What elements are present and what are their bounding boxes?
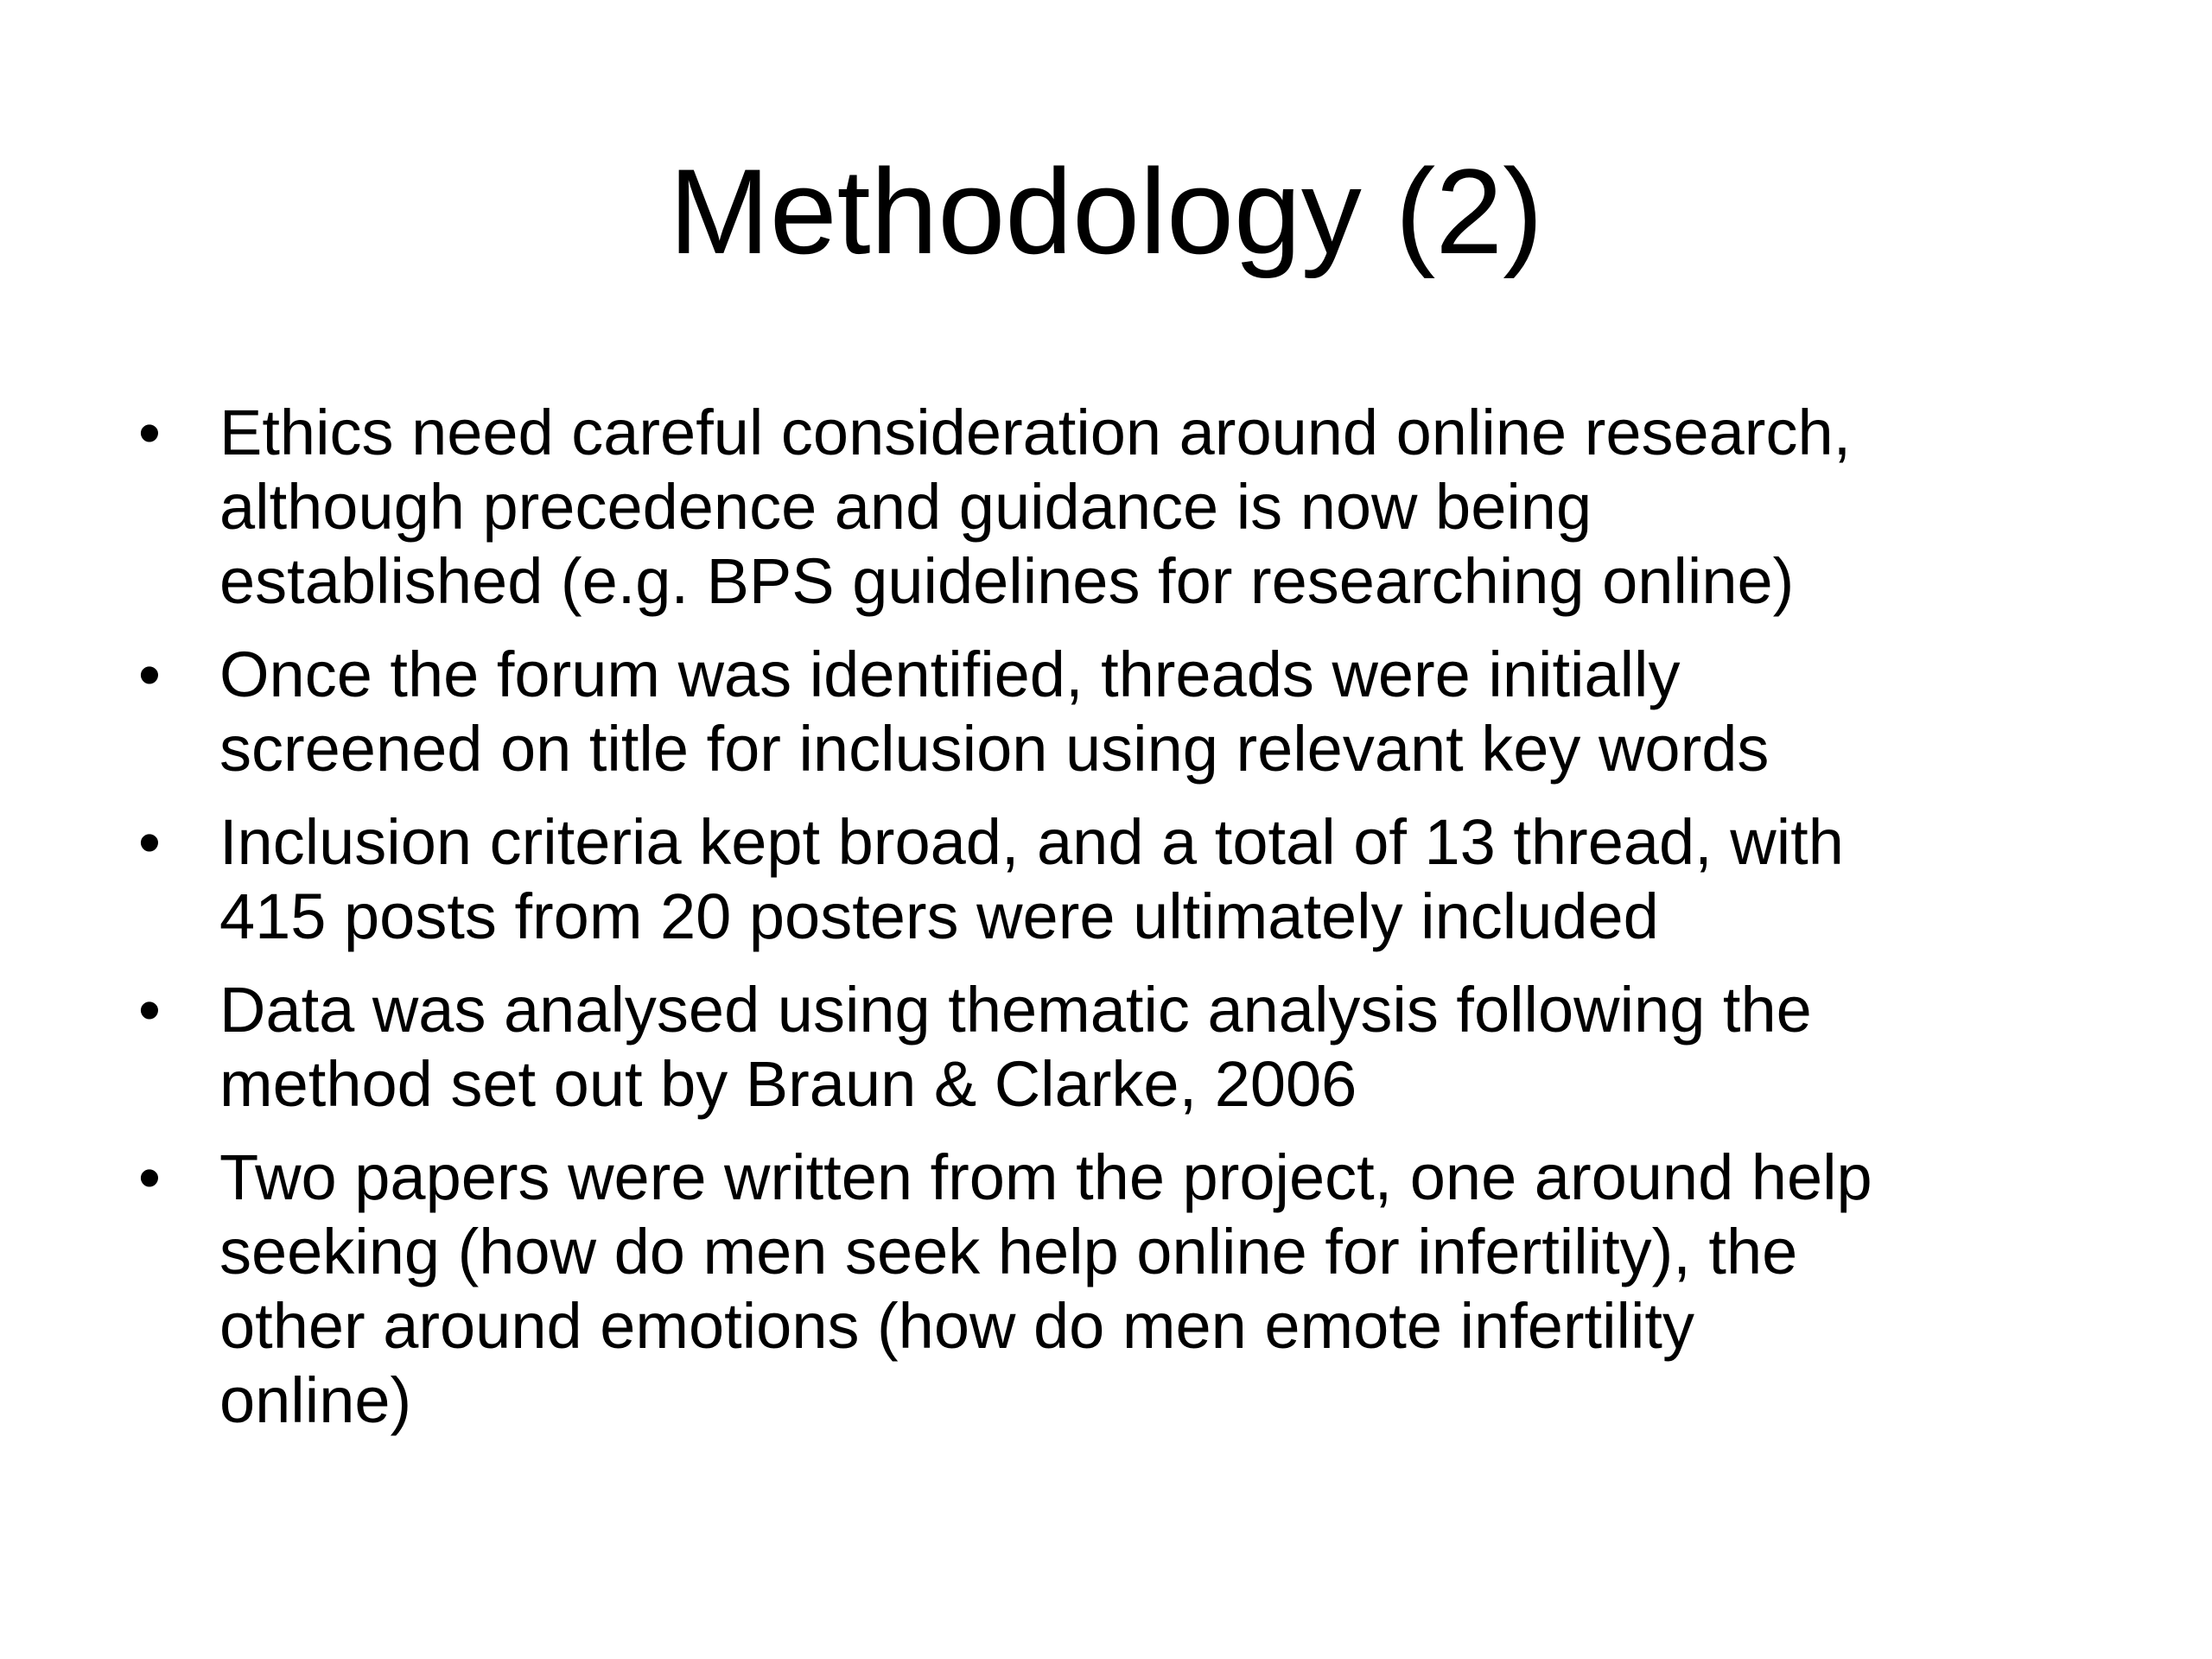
bullet-dot-icon: • — [138, 639, 161, 710]
bullet-line: screened on title for inclusion using relevant key words — [219, 713, 1770, 785]
bullet-line: although precedence and guidance is now being — [219, 471, 1592, 543]
bullet-line: 415 posts from 20 posters were ultimately included — [219, 880, 1659, 952]
bullet-dot-icon: • — [138, 1141, 161, 1213]
bullet-item-analysis — [130, 973, 2117, 1122]
bullet-line: established (e.g. BPS guidelines for researching online) — [219, 545, 1795, 617]
bullet-item-ethics — [130, 396, 2117, 619]
bullet-dot-icon: • — [138, 397, 161, 468]
bullet-dot-icon: • — [138, 974, 161, 1046]
bullet-line: Ethics need careful consideration around online research, — [219, 397, 1852, 468]
bullet-line: method set out by Braun & Clarke, 2006 — [219, 1048, 1357, 1120]
slide-title: Methodology (2) — [669, 143, 1543, 279]
bullet-item-inclusion-criteria — [130, 805, 2117, 954]
bullet-list — [130, 396, 2117, 1457]
bullet-line: Once the forum was identified, threads were initially — [219, 639, 1681, 710]
bullet-item-forum-screening — [130, 638, 2117, 786]
bullet-item-papers — [130, 1141, 2117, 1438]
bullet-dot-icon: • — [138, 806, 161, 878]
bullet-line: other around emotions (how do men emote infertility — [219, 1290, 1694, 1362]
bullet-line: Inclusion criteria kept broad, and a total of 13 thread, with — [219, 806, 1844, 878]
bullet-line: online) — [219, 1364, 412, 1436]
bullet-line: Data was analysed using thematic analysis following the — [219, 974, 1812, 1046]
bullet-line: seeking (how do men seek help online for infertility), the — [219, 1216, 1798, 1287]
bullet-line: Two papers were written from the project, one around help — [219, 1141, 1872, 1213]
